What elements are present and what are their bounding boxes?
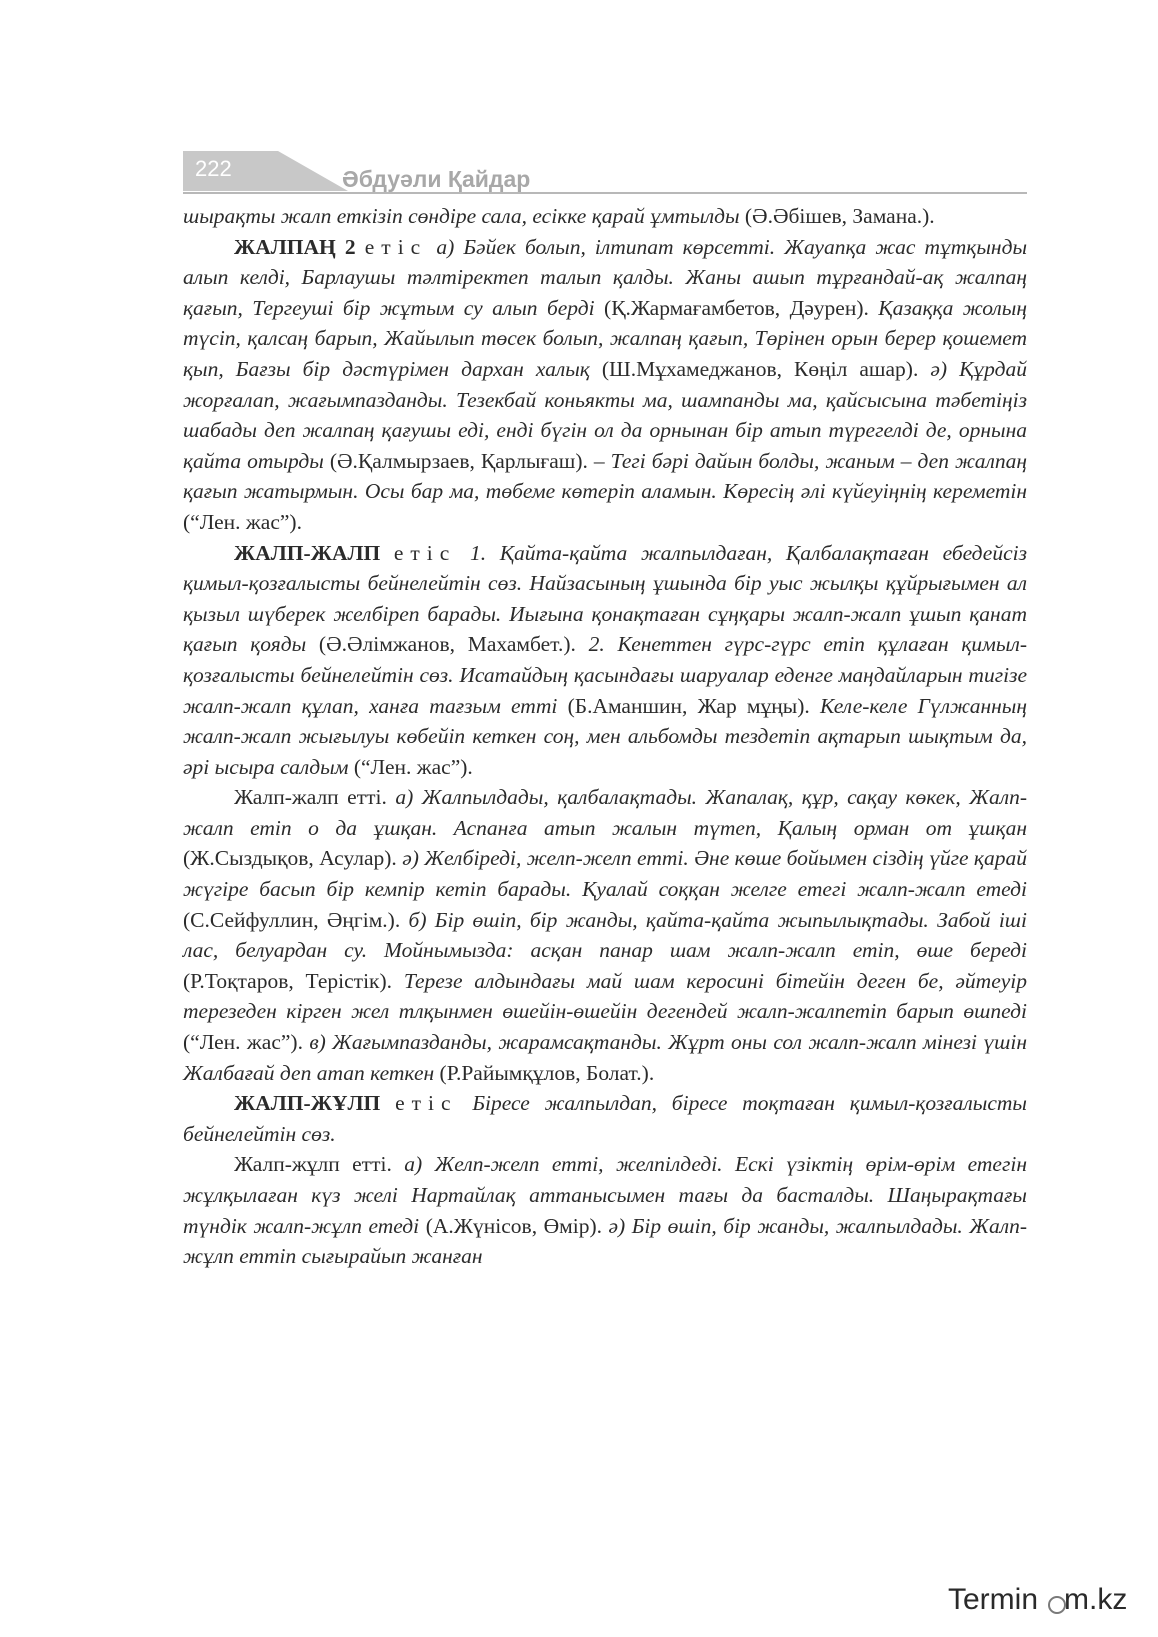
source-text — [356, 235, 365, 259]
example-text: 1. Қайта-қайта жалпылдаған, Қалбалақтаған ебедейсіз қимыл-қозғалысты бейнелейтін сөз. Найзасының ұшында бір уыс жылқы құйрығымен ал қызыл шүберек желбіреп барады. Иығына қонақтаған сұңқары жалп-жалп ұшып қанат қағып қояды — [183, 540, 1027, 657]
watermark-text-start: Termin — [948, 1583, 1039, 1616]
example-text: а) Бәйек болып, ілтипат көрсетті. Жауапқа жас тұтқынды алып келді, Барлаушы тәлтіректеп талып қалды. Жаны ашып тұрғандай-ақ жалпаң қағып, Тергеуші бір жұтым су алып берді — [183, 234, 1028, 320]
example-text: ә) Желбіреді, желп-желп етті. Әне көше бойымен сіздің үйге қарай жүгіре басып бір кемпір кетіп барады. Қуалай соққан желге етегі жалп-жалп етеді — [183, 846, 1027, 902]
source-text: (Б.Аманшин, Жар мұңы). — [557, 693, 821, 718]
source-text: (“Лен. жас”). — [183, 1030, 310, 1055]
example-text: Тегі бәрі дайын болды, жаным – деп жалпаң қағып жатырмын. Осы бар ма, төбеме көтеріп аламын. Көресің әлі күйеуіңнің кереметін — [183, 448, 1027, 504]
headword: ЖАЛПАҢ 2 — [234, 234, 356, 259]
example-text: а) Жалпылдады, қалбалақтады. Жапалақ, құр, сақау көкек, Жалп-жалп етіп о да ұшқан. Аспанға атып жалын түтеп, Қалың орман от ұшқан — [183, 785, 1028, 840]
example-text: ә) Бір өшіп, бір жанды, жалпылдады. Жалп-жұлп еттіп сығырайып жанған — [183, 1213, 1028, 1269]
source-text: (А.Жүнісов, Өмір). — [419, 1213, 609, 1238]
example-text: в) Жағымпазданды, жарамсақтанды. Жұрт оны сол жалп-жалп мінезі үшін Жалбағай деп атап кеткен — [183, 1030, 1027, 1085]
example-text: Қазаққа жолың түсіп, қалсаң барып, Жайылып төсек болып, жалпаң қағып, Төрінен орын берер қошемет қып, Бағзы бір дәстүрімен дархан халық — [183, 295, 1028, 381]
source-text: (“Лен. жас”). — [348, 754, 473, 779]
entry-paragraph — [183, 201, 1027, 232]
example-text: Терезе алдындағы май шам керосині бітейін деген бе, әйтеуір терезеден кірген жел тлқынмен өшейін-өшейін дегендей жалп-жалпетіп барып өшпеді — [183, 968, 1028, 1024]
headword: ЖАЛП-ЖҰЛП — [234, 1091, 381, 1116]
part-of-speech: етіс — [395, 1091, 458, 1116]
example-text: б) Бір өшіп, бір жанды, қайта-қайта жыпылықтады. Забой іші лас, белуардан су. Мойнымызда: асқан панар шам жалп-жалп етіп, өше береді — [183, 907, 1027, 963]
source-text: (С.Сейфуллин, Әңгім.). — [183, 907, 409, 932]
watermark-text — [948, 1583, 1127, 1617]
example-text: шырақты жалп еткізіп сөндіре сала, есікке қарай ұмтылды — [183, 204, 740, 228]
example-text: а) Желп-желп етті, желпілдеді. Ескі үзіктің өрім-өрім етегін жұлқылаған күз желі Нартайлақ аттанысымен тағы да басталды. Шаңырақтағы түндік жалп-жұлп етеді — [183, 1152, 1027, 1238]
terminkom-watermark — [948, 1583, 1148, 1623]
entry-paragraph — [183, 1149, 1027, 1271]
entry-paragraph — [183, 232, 1027, 538]
page-number-tab-arrow — [278, 151, 348, 191]
source-text — [380, 1091, 395, 1115]
page-header — [0, 0, 1158, 200]
example-text: Біресе жалпылдап, біресе тоқтаған қимыл-қозғалысты бейнелейтін сөз. — [183, 1091, 1027, 1146]
source-text: Жалп-жалп етті. — [234, 785, 396, 810]
example-text: Келе-келе Гүлжанның жалп-жалп жығылуы көбейіп кеткен соң, мен альбомды тездетіп ақтарып шықтым да, әрі ысыра салдым — [183, 693, 1027, 779]
source-text: (Ә.Қалмырзаев, Қарлығаш). – — [323, 448, 611, 473]
dictionary-text — [183, 201, 1027, 1272]
source-text: (Ш.Мұхамеджанов, Көңіл ашар). — [589, 356, 931, 381]
part-of-speech: етіс — [364, 234, 428, 259]
source-text — [380, 541, 394, 565]
source-text: (Р.Тоқтаров, Терістік). — [183, 968, 404, 993]
headword: ЖАЛП-ЖАЛП — [234, 540, 381, 565]
source-text: (Ә.Әбішев, Замана.). — [739, 204, 935, 228]
source-text — [456, 541, 470, 565]
example-text: 2. Кенеттен гүрс-гүрс етіп құлаған қимыл-қозғалысты бейнелейтін сөз. Исатайдың қасындағы шаруалар еденге маңдайларын тигізе жалп-жалп құлап, ханға тағзым етті — [183, 632, 1027, 718]
source-text: Жалп-жұлп етті. — [234, 1152, 405, 1177]
magnifier-icon — [1048, 1596, 1066, 1614]
header-rule — [183, 192, 1027, 194]
source-text: (Қ.Жармағамбетов, Дәурен). — [594, 295, 879, 320]
source-text — [427, 235, 436, 259]
entry-paragraph — [183, 1088, 1027, 1149]
running-author: Әбдуәли Қайдар — [342, 166, 531, 192]
example-text: ә) Құрдай жорғалап, жағымпазданды. Тезекбай коньякты ма, шампанды ма, қайсысына тәбетіңіз шабады деп жалпаң қағушы еді, енді бүгін ол да орнынан бір атып түрегелді де, орнына қайта отырды — [183, 356, 1028, 473]
entry-paragraph — [183, 782, 1027, 1088]
source-text: (“Лен. жас”). — [183, 509, 302, 534]
entry-paragraph — [183, 538, 1027, 783]
source-text — [458, 1091, 473, 1115]
source-text: (Р.Райымқұлов, Болат.). — [434, 1060, 655, 1085]
watermark-text-end: m.kz — [1064, 1583, 1128, 1616]
source-text: (Ж.Сыздықов, Асулар). — [183, 846, 403, 871]
source-text: (Ә.Әлімжанов, Махамбет.). — [306, 632, 589, 657]
part-of-speech: етіс — [393, 540, 457, 565]
page-number: 222 — [195, 156, 232, 181]
